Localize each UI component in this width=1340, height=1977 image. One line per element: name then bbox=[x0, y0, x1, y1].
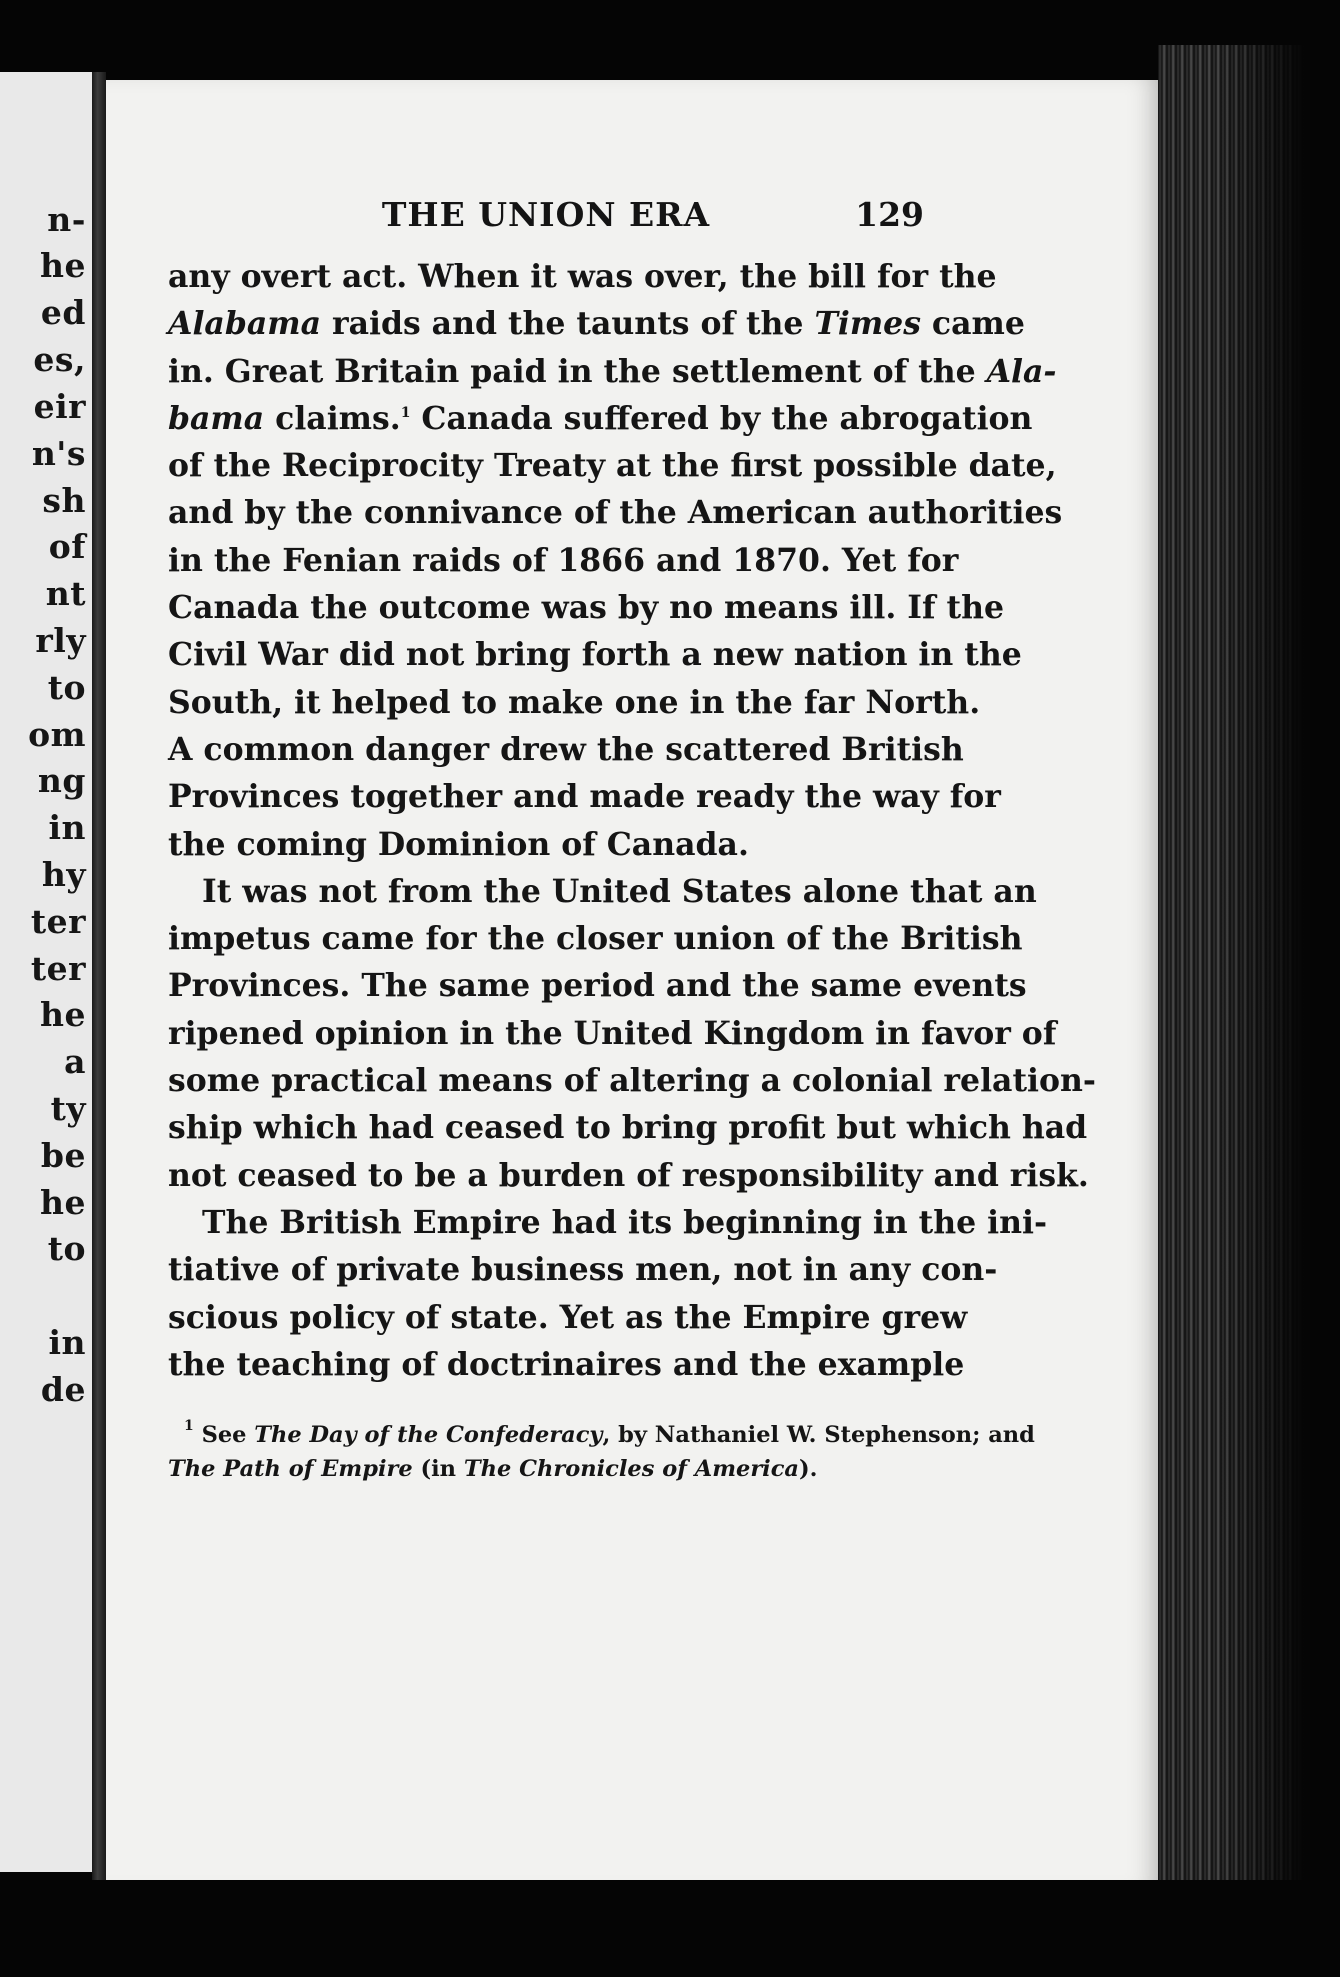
text-run: in. Great Britain paid in the settlement of the bbox=[168, 352, 987, 390]
text-line: Provinces together and made ready the way for bbox=[168, 778, 1001, 816]
text-line: South, it helped to make one in the far North. bbox=[168, 683, 981, 721]
text-line: the coming Dominion of Canada. bbox=[168, 825, 749, 863]
facing-page-fragment: n- bbox=[47, 200, 86, 239]
text-run: raids and the taunts of the bbox=[321, 305, 815, 343]
text-line: not ceased to be a burden of responsibility and risk. bbox=[168, 1156, 1089, 1194]
facing-page-fragment: ter bbox=[30, 949, 86, 988]
facing-page-fragment: of bbox=[48, 527, 86, 566]
facing-page-fragment: in bbox=[48, 1323, 86, 1362]
text-line: any overt act. When it was over, the bill for the bbox=[168, 258, 997, 295]
text-run: came bbox=[920, 305, 1025, 343]
facing-page-fragment: be bbox=[40, 1136, 86, 1175]
italic-text: The Chronicles of America bbox=[463, 1456, 800, 1482]
footnote-marker[interactable]: 1 bbox=[400, 404, 411, 421]
text-line: It was not from the United States alone that an bbox=[202, 872, 1037, 910]
text-run: ). bbox=[799, 1456, 818, 1482]
text-run: (in bbox=[412, 1456, 464, 1482]
italic-text: Ala- bbox=[986, 352, 1057, 390]
facing-page-fragment: in bbox=[48, 808, 86, 847]
italic-text: The Path of Empire bbox=[168, 1456, 413, 1482]
text-run: , by Nathaniel W. Stephenson; and bbox=[602, 1422, 1035, 1448]
facing-page-fragment: to bbox=[47, 668, 86, 707]
book-gutter bbox=[92, 72, 106, 1882]
text-line: the teaching of doctrinaires and the example bbox=[168, 1345, 965, 1383]
text-line: The British Empire had its beginning in the ini- bbox=[202, 1203, 1048, 1241]
facing-page-fragment: a bbox=[64, 1042, 86, 1081]
text-line: Provinces. The same period and the same events bbox=[168, 967, 1027, 1005]
italic-text: bama bbox=[168, 399, 265, 437]
facing-page-fragment: om bbox=[28, 715, 86, 754]
text-line: and by the connivance of the American authorities bbox=[168, 494, 1063, 532]
facing-page-fragment: ed bbox=[40, 293, 86, 332]
facing-page-fragment: ter bbox=[30, 902, 86, 941]
text-line bbox=[168, 300, 1025, 347]
facing-page-fragment: he bbox=[40, 246, 86, 285]
text-line: A common danger drew the scattered British bbox=[168, 730, 964, 768]
facing-page-fragment: to bbox=[47, 1229, 86, 1268]
running-header bbox=[168, 195, 924, 245]
page-number: 129 bbox=[855, 195, 924, 234]
facing-page-fragment: n's bbox=[31, 434, 86, 473]
page-edges-shade bbox=[1220, 0, 1340, 1977]
facing-page-fragment: hy bbox=[41, 855, 86, 894]
facing-page-edge bbox=[0, 72, 96, 1872]
footnote bbox=[168, 1418, 1035, 1486]
footnote-line bbox=[168, 1418, 1035, 1452]
text-run: Canada suffered by the abrogation bbox=[410, 399, 1033, 437]
facing-page-fragment: es, bbox=[33, 340, 86, 379]
footnote-line bbox=[168, 1452, 924, 1486]
text-line: tiative of private business men, not in any con- bbox=[168, 1251, 998, 1289]
text-line: scious policy of state. Yet as the Empire grew bbox=[168, 1298, 968, 1336]
text-line: some practical means of altering a colonial relation- bbox=[168, 1062, 1096, 1100]
footnote-marker: 1 bbox=[184, 1418, 194, 1434]
italic-text: Times bbox=[814, 305, 921, 343]
facing-page-fragment: eir bbox=[33, 387, 86, 426]
facing-page-fragment: nt bbox=[45, 574, 86, 613]
italic-text: Alabama bbox=[168, 305, 321, 343]
running-header-title: THE UNION ERA bbox=[381, 195, 711, 234]
italic-text: The Day of the Confederacy bbox=[254, 1422, 603, 1448]
text-line: Canada the outcome was by no means ill. If the bbox=[168, 589, 1005, 627]
facing-page-fragment: ng bbox=[37, 761, 86, 800]
text-run: claims. bbox=[264, 399, 401, 437]
bottom-shade bbox=[0, 1880, 1340, 1977]
text-line: impetus came for the closer union of the British bbox=[168, 920, 1023, 958]
text-line: of the Reciprocity Treaty at the first possible date, bbox=[168, 447, 1057, 485]
text-line: Civil War did not bring forth a new nation in the bbox=[168, 636, 1022, 674]
text-line bbox=[168, 348, 1057, 395]
text-run: See bbox=[193, 1422, 255, 1448]
facing-page-fragment: he bbox=[40, 995, 86, 1034]
body-text bbox=[168, 253, 1096, 1388]
text-line: in the Fenian raids of 1866 and 1870. Yet for bbox=[168, 541, 959, 579]
facing-page-fragment: he bbox=[40, 1183, 86, 1222]
text-line: ripened opinion in the United Kingdom in favor of bbox=[168, 1014, 1057, 1052]
facing-page-fragment: rly bbox=[35, 621, 86, 660]
text-line: ship which had ceased to bring profit but which had bbox=[168, 1109, 1088, 1147]
facing-page-fragment: sh bbox=[42, 481, 86, 520]
facing-page-fragment: ty bbox=[50, 1089, 86, 1128]
facing-page-fragment: de bbox=[40, 1370, 86, 1409]
text-line bbox=[168, 395, 1033, 442]
